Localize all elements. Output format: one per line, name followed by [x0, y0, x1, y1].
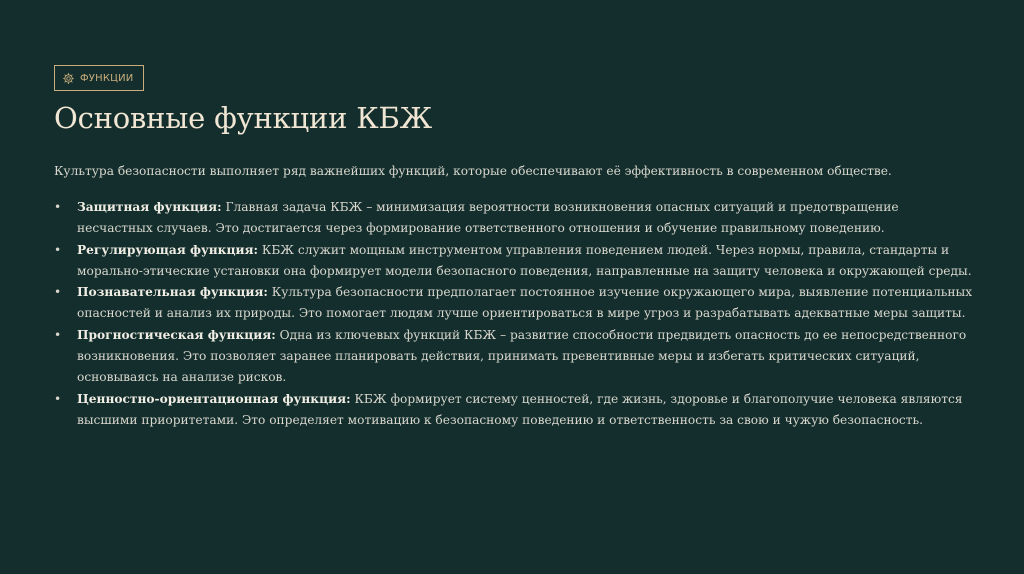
list-item-prognostic	[54, 325, 974, 389]
item-term: Познавательная функция:	[77, 285, 268, 300]
item-term: Защитная функция:	[77, 200, 222, 214]
list-item-regulating	[54, 240, 974, 283]
bullet: •	[54, 285, 62, 300]
item-term: Ценностно-ориентационная функция:	[77, 391, 351, 406]
functions-list	[54, 197, 974, 431]
item-text: КБЖ служит мощным инструментом управления поведением людей. Через нормы, правила, стандарты и морально-этические установки она формирует модели безопасного поведения, направленные на защиту человека и окружающей среды.	[77, 242, 972, 278]
list-item-protective	[54, 197, 974, 240]
bullet: •	[54, 242, 62, 257]
gear-icon	[62, 72, 75, 85]
bullet: •	[54, 391, 62, 406]
list-item-cognitive	[54, 282, 974, 325]
item-term: Прогностическая функция:	[77, 327, 276, 342]
item-term: Регулирующая функция:	[77, 242, 259, 257]
page-title: Основные функции КБЖ	[54, 101, 432, 135]
list-item-value-orientation	[54, 389, 974, 432]
section-tag-label: ФУНКЦИИ	[80, 72, 134, 84]
item-text: Одна из ключевых функций КБЖ – развитие способности предвидеть опасность до ее непосредственного возникновения. Это позволяет заранее планировать действия, принимать превентивные меры и избегать критических ситуаций, основываясь на анализе рисков.	[77, 327, 967, 385]
slide-content	[54, 65, 974, 431]
bullet: •	[54, 200, 62, 214]
item-text: Культура безопасности предполагает постоянное изучение окружающего мира, выявление потенциальных опасностей и анализ их природы. Это помогает людям лучше ориентироваться в мире угроз и разрабатывать адекватные меры защиты.	[77, 285, 973, 321]
intro-paragraph: Культура безопасности выполняет ряд важнейших функций, которые обеспечивают её эффективность в современном обществе.	[54, 164, 892, 178]
item-text: Главная задача КБЖ – минимизация вероятности возникновения опасных ситуаций и предотвращение несчастных случаев. Это достигается через формирование ответственного отношения и обучение правильному поведению.	[77, 200, 899, 236]
bullet: •	[54, 327, 62, 342]
item-text: КБЖ формирует систему ценностей, где жизнь, здоровье и благополучие человека являются высшими приоритетами. Это определяет мотивацию к безопасному поведению и ответственность за свою и чужую безопасность.	[77, 391, 963, 427]
section-tag	[54, 65, 144, 91]
